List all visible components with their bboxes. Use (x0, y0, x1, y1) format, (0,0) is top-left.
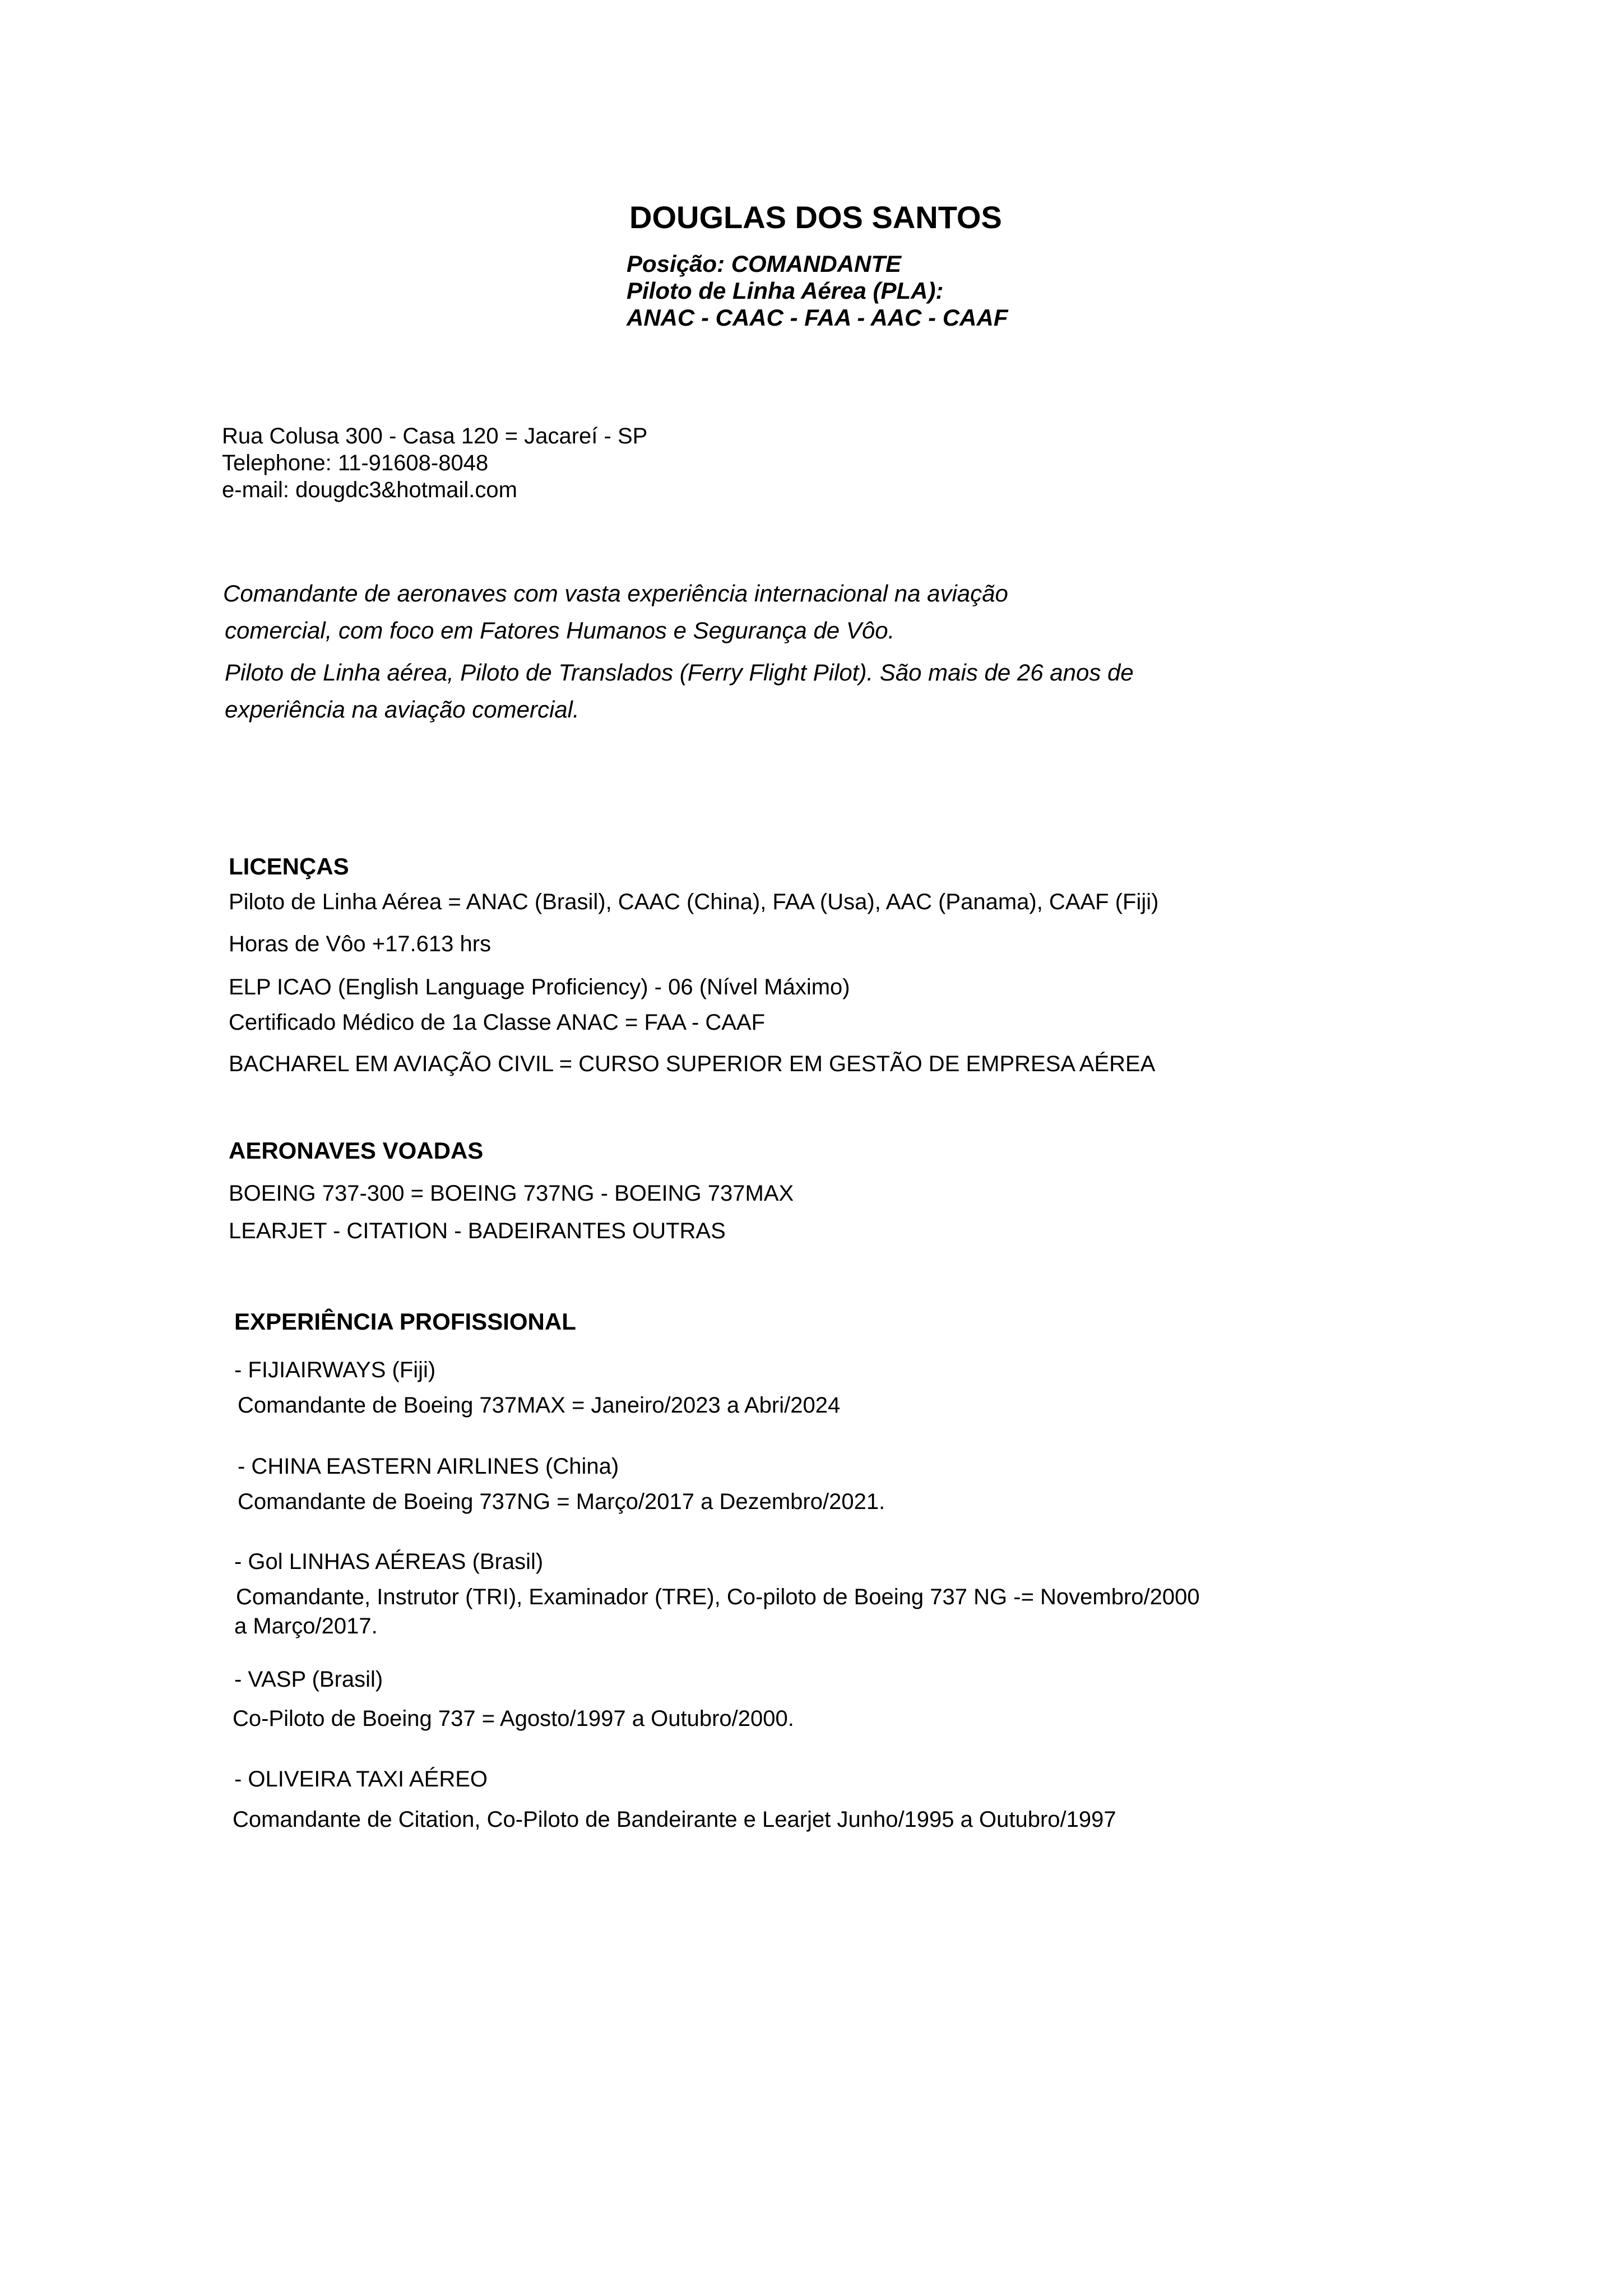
experience-role: Comandante, Instrutor (TRI), Examinador (TRE), Co-piloto de Boeing 737 NG -= Novembro/2000 (236, 1585, 1200, 1609)
licenca-item: Certificado Médico de 1a Classe ANAC = FAA - CAAF (229, 1010, 766, 1035)
experience-role-continued: a Março/2017. (234, 1614, 378, 1638)
address-line: Rua Colusa 300 - Casa 120 = Jacareí - SP (222, 424, 648, 448)
candidate-name: DOUGLAS DOS SANTOS (629, 200, 1002, 235)
licenca-item: ELP ICAO (English Language Proficiency) - 06 (Nível Máximo) (229, 975, 850, 999)
license-authorities-line: ANAC - CAAC - FAA - AAC - CAAF (627, 304, 1008, 331)
licenca-item: Piloto de Linha Aérea = ANAC (Brasil), CAAC (China), FAA (Usa), AAC (Panama), CAAF (Fiji) (229, 890, 1159, 914)
experiencia-heading: EXPERIÊNCIA PROFISSIONAL (234, 1308, 576, 1335)
experience-role: Co-Piloto de Boeing 737 = Agosto/1997 a Outubro/2000. (233, 1706, 794, 1731)
experience-company: - Gol LINHAS AÉREAS (Brasil) (234, 1549, 544, 1574)
experience-company: - CHINA EASTERN AIRLINES (China) (238, 1454, 619, 1479)
license-title-line: Piloto de Linha Aérea (PLA): (627, 277, 944, 304)
summary-line-4: experiência na aviação comercial. (225, 696, 579, 723)
experience-role: Comandante de Boeing 737MAX = Janeiro/2023 a Abri/2024 (238, 1393, 841, 1418)
summary-line-3: Piloto de Linha aérea, Piloto de Translados (Ferry Flight Pilot). São mais de 26 anos de (225, 659, 1134, 686)
summary-line-1: Comandante de aeronaves com vasta experiência internacional na aviação (223, 580, 1008, 607)
licenca-item: Horas de Vôo +17.613 hrs (229, 932, 491, 956)
experience-company: - FIJIAIRWAYS (Fiji) (234, 1358, 436, 1382)
experience-role: Comandante de Boeing 737NG = Março/2017 a Dezembro/2021. (238, 1489, 885, 1514)
telephone-line: Telephone: 11-91608-8048 (222, 451, 489, 475)
aeronave-item: LEARJET - CITATION - BADEIRANTES OUTRAS (229, 1219, 726, 1243)
experience-role: Comandante de Citation, Co-Piloto de Bandeirante e Learjet Junho/1995 a Outubro/1997 (233, 1807, 1116, 1832)
summary-line-2: comercial, com foco em Fatores Humanos e Segurança de Vôo. (225, 617, 895, 644)
aeronave-item: BOEING 737-300 = BOEING 737NG - BOEING 737MAX (229, 1181, 794, 1206)
licencas-heading: LICENÇAS (229, 853, 349, 879)
aeronaves-heading: AERONAVES VOADAS (229, 1137, 484, 1164)
experience-company: - VASP (Brasil) (234, 1667, 383, 1692)
position-line: Posição: COMANDANTE (627, 251, 902, 277)
licenca-item: BACHAREL EM AVIAÇÃO CIVIL = CURSO SUPERIOR EM GESTÃO DE EMPRESA AÉREA (229, 1052, 1156, 1076)
experience-company: - OLIVEIRA TAXI AÉREO (234, 1767, 488, 1792)
email-line: e-mail: dougdc3&hotmail.com (222, 478, 517, 502)
